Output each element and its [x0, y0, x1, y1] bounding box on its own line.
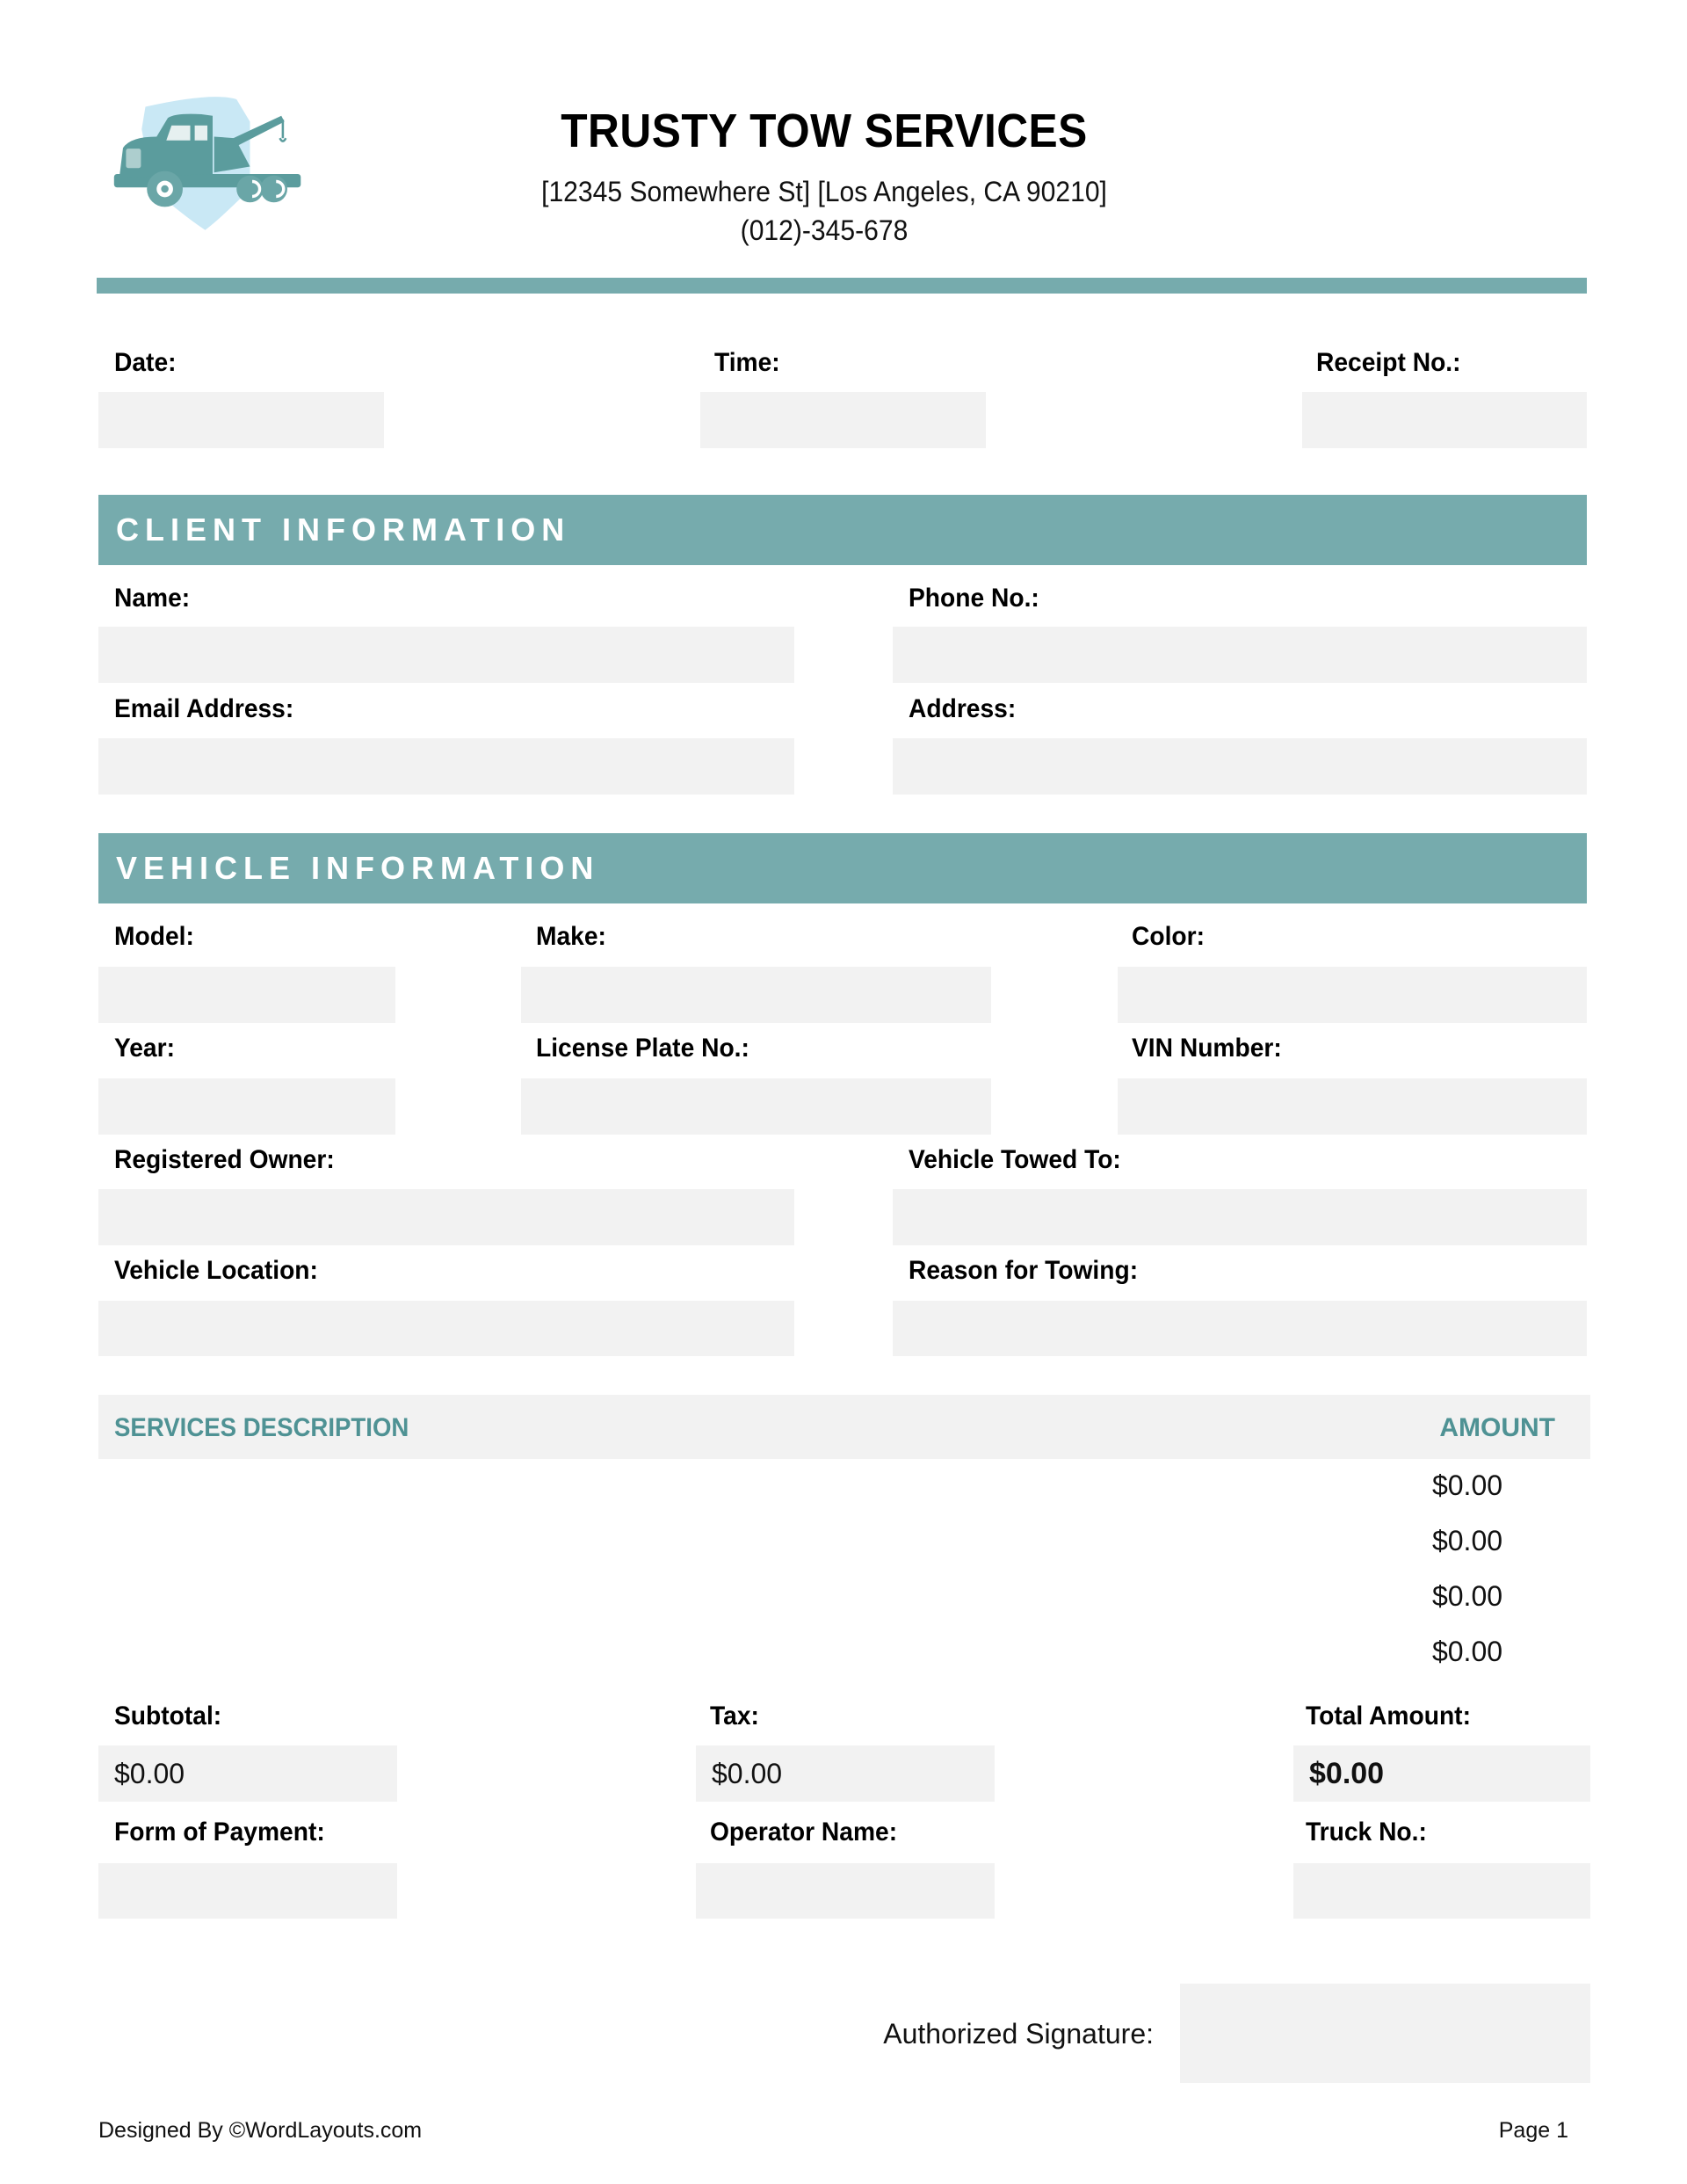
form-of-payment-field[interactable] [98, 1863, 397, 1919]
tax-value: $0.00 [696, 1745, 995, 1802]
amount-header: AMOUNT [1439, 1413, 1555, 1442]
service-row-description[interactable] [98, 1629, 1399, 1682]
service-row-description[interactable] [98, 1574, 1399, 1627]
address-label: Address: [909, 694, 1017, 723]
truck-no-label: Truck No.: [1306, 1818, 1427, 1847]
year-label: Year: [114, 1034, 175, 1063]
service-row-amount: $0.00 [1431, 1525, 1503, 1556]
year-field[interactable] [98, 1078, 395, 1135]
vehicle-location-label: Vehicle Location: [114, 1256, 318, 1285]
footer-credit: Designed By ©WordLayouts.com [98, 2118, 423, 2143]
authorized-signature-label: Authorized Signature: [883, 2018, 1154, 2050]
address-field[interactable] [893, 738, 1587, 795]
company-phone: (012)-345-678 [740, 214, 909, 246]
time-field[interactable] [700, 392, 986, 448]
vehicle-towed-to-field[interactable] [893, 1189, 1587, 1245]
reason-for-towing-field[interactable] [893, 1301, 1587, 1356]
registered-owner-field[interactable] [98, 1189, 794, 1245]
phone-label: Phone No.: [909, 584, 1039, 613]
company-address: [12345 Somewhere St] [Los Angeles, CA 90210] [541, 176, 1107, 207]
page-number: Page 1 [1498, 2118, 1568, 2143]
client-information-header: CLIENT INFORMATION [98, 495, 1587, 565]
service-row-amount: $0.00 [1431, 1469, 1503, 1501]
receipt-no-label: Receipt No.: [1316, 348, 1461, 377]
make-label: Make: [536, 922, 606, 951]
time-label: Time: [714, 348, 780, 377]
email-field[interactable] [98, 738, 794, 795]
date-field[interactable] [98, 392, 384, 448]
total-amount-label: Total Amount: [1306, 1701, 1471, 1731]
service-row-description[interactable] [98, 1519, 1399, 1571]
vehicle-information-header: VEHICLE INFORMATION [98, 833, 1587, 903]
license-plate-label: License Plate No.: [536, 1034, 749, 1063]
authorized-signature-field[interactable] [1180, 1984, 1590, 2083]
company-name: TRUSTY TOW SERVICES [561, 105, 1088, 157]
color-field[interactable] [1118, 967, 1587, 1023]
make-field[interactable] [521, 967, 991, 1023]
tax-label: Tax: [710, 1701, 759, 1731]
services-description-header: SERVICES DESCRIPTION [114, 1413, 409, 1442]
vin-label: VIN Number: [1132, 1034, 1282, 1063]
subtotal-label: Subtotal: [114, 1701, 222, 1731]
service-row-amount: $0.00 [1431, 1580, 1503, 1612]
vehicle-towed-to-label: Vehicle Towed To: [909, 1145, 1121, 1174]
vehicle-location-field[interactable] [98, 1301, 794, 1356]
service-row-description[interactable] [98, 1463, 1399, 1516]
truck-no-field[interactable] [1293, 1863, 1590, 1919]
reason-for-towing-label: Reason for Towing: [909, 1256, 1139, 1285]
operator-name-field[interactable] [696, 1863, 995, 1919]
registered-owner-label: Registered Owner: [114, 1145, 335, 1174]
color-label: Color: [1132, 922, 1206, 951]
form-of-payment-label: Form of Payment: [114, 1818, 325, 1847]
receipt-no-field[interactable] [1302, 392, 1587, 448]
license-plate-field[interactable] [521, 1078, 991, 1135]
header-divider [97, 278, 1587, 294]
subtotal-value: $0.00 [98, 1745, 397, 1802]
total-amount-value: $0.00 [1293, 1745, 1590, 1802]
date-label: Date: [114, 348, 177, 377]
operator-name-label: Operator Name: [710, 1818, 898, 1847]
name-label: Name: [114, 584, 191, 613]
model-field[interactable] [98, 967, 395, 1023]
email-label: Email Address: [114, 694, 294, 723]
vin-field[interactable] [1118, 1078, 1587, 1135]
name-field[interactable] [98, 627, 794, 683]
service-row-amount: $0.00 [1431, 1636, 1503, 1667]
phone-field[interactable] [893, 627, 1587, 683]
model-label: Model: [114, 922, 194, 951]
